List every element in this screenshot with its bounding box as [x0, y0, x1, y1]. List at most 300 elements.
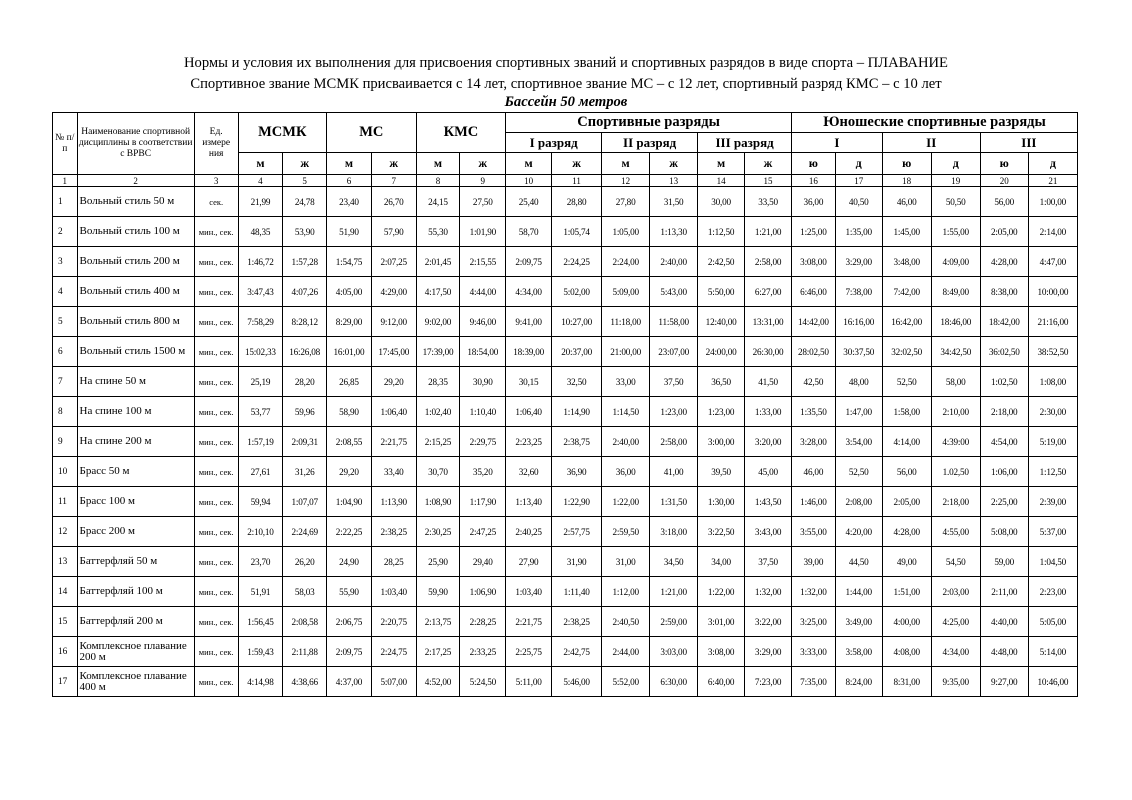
- measure-unit: мин., сек.: [194, 307, 238, 337]
- standard-time: 4:37,00: [327, 667, 372, 697]
- standard-time: 26,20: [283, 547, 327, 577]
- discipline-name: Вольный стиль 400 м: [77, 277, 194, 307]
- standard-time: 2:39,00: [1028, 487, 1077, 517]
- row-number: 16: [53, 637, 78, 667]
- column-number: 20: [980, 175, 1028, 187]
- standard-time: 2:08,55: [327, 427, 372, 457]
- standard-time: 51,91: [238, 577, 283, 607]
- standard-time: 3:29,00: [745, 637, 792, 667]
- measure-unit: мин., сек.: [194, 637, 238, 667]
- standard-time: 2:38,25: [552, 607, 602, 637]
- column-number: 8: [416, 175, 460, 187]
- standard-time: 4:14,00: [882, 427, 931, 457]
- standard-time: 58,03: [283, 577, 327, 607]
- standard-time: 4:25,00: [931, 607, 980, 637]
- standard-time: 10:27,00: [552, 307, 602, 337]
- row-number: 7: [53, 367, 78, 397]
- standard-time: 2:40,25: [506, 517, 552, 547]
- standard-time: 1:05,00: [602, 217, 650, 247]
- sex-label: м: [602, 153, 650, 175]
- standard-time: 31,90: [552, 547, 602, 577]
- discipline-name: Баттерфляй 200 м: [77, 607, 194, 637]
- standard-time: 23,70: [238, 547, 283, 577]
- standard-time: 1:22,00: [602, 487, 650, 517]
- standard-time: 8:31,00: [882, 667, 931, 697]
- standard-time: 11:58,00: [650, 307, 698, 337]
- column-number: 11: [552, 175, 602, 187]
- standard-time: 1:12,00: [602, 577, 650, 607]
- sex-label: ю: [792, 153, 836, 175]
- standard-time: 1:06,90: [460, 577, 506, 607]
- sex-label: м: [506, 153, 552, 175]
- sex-label: м: [698, 153, 745, 175]
- standard-time: 1:57,28: [283, 247, 327, 277]
- standard-time: 36,00: [792, 187, 836, 217]
- standard-time: 34:42,50: [931, 337, 980, 367]
- standard-time: 2:18,00: [931, 487, 980, 517]
- standard-time: 1:46,72: [238, 247, 283, 277]
- standard-time: 24,90: [327, 547, 372, 577]
- row-number: 9: [53, 427, 78, 457]
- standard-time: 29,40: [460, 547, 506, 577]
- standard-time: 54,50: [931, 547, 980, 577]
- standard-time: 58,00: [931, 367, 980, 397]
- standard-time: 4:54,00: [980, 427, 1028, 457]
- standard-time: 3:29,00: [835, 247, 882, 277]
- header-youth-ranks: Юношеские спортивные разряды: [792, 113, 1078, 133]
- standard-time: 1:51,00: [882, 577, 931, 607]
- standard-time: 3:43,00: [745, 517, 792, 547]
- sex-label: д: [1028, 153, 1077, 175]
- discipline-name: Баттерфляй 50 м: [77, 547, 194, 577]
- table-row: [53, 487, 1078, 517]
- standard-time: 5:50,00: [698, 277, 745, 307]
- standard-time: 2:24,69: [283, 517, 327, 547]
- standard-time: 4:14,98: [238, 667, 283, 697]
- standard-time: 9:27,00: [980, 667, 1028, 697]
- standard-time: 1:08,90: [416, 487, 460, 517]
- standard-time: 21:00,00: [602, 337, 650, 367]
- standard-time: 4:05,00: [327, 277, 372, 307]
- discipline-name: Брасс 100 м: [77, 487, 194, 517]
- row-number: 8: [53, 397, 78, 427]
- standard-time: 1:43,50: [745, 487, 792, 517]
- standard-time: 2:28,25: [460, 607, 506, 637]
- standard-time: 32:02,50: [882, 337, 931, 367]
- standard-time: 10:00,00: [1028, 277, 1077, 307]
- sex-label: д: [931, 153, 980, 175]
- standard-time: 2:09,31: [283, 427, 327, 457]
- standard-time: 1:23,00: [650, 397, 698, 427]
- standard-time: 33,50: [745, 187, 792, 217]
- standard-time: 30,90: [460, 367, 506, 397]
- standard-time: 2:05,00: [882, 487, 931, 517]
- standard-time: 2:03,00: [931, 577, 980, 607]
- standard-time: 37,50: [650, 367, 698, 397]
- standard-time: 4:44,00: [460, 277, 506, 307]
- sex-label: ж: [650, 153, 698, 175]
- standard-time: 5:09,00: [602, 277, 650, 307]
- measure-unit: мин., сек.: [194, 457, 238, 487]
- standard-time: 50,50: [931, 187, 980, 217]
- standard-time: 1:33,00: [745, 397, 792, 427]
- measure-unit: мин., сек.: [194, 367, 238, 397]
- standard-time: 3:47,43: [238, 277, 283, 307]
- measure-unit: мин., сек.: [194, 397, 238, 427]
- standard-time: 18:46,00: [931, 307, 980, 337]
- standard-time: 55,90: [327, 577, 372, 607]
- row-number: 1: [53, 187, 78, 217]
- standard-time: 9:02,00: [416, 307, 460, 337]
- standard-time: 1:13,40: [506, 487, 552, 517]
- standard-time: 49,00: [882, 547, 931, 577]
- standard-time: 2:25,75: [506, 637, 552, 667]
- standard-time: 4:17,50: [416, 277, 460, 307]
- standard-time: 30,00: [698, 187, 745, 217]
- standard-time: 2:59,50: [602, 517, 650, 547]
- standard-time: 2:29,75: [460, 427, 506, 457]
- column-number: 9: [460, 175, 506, 187]
- header-rank-3: III разряд: [698, 133, 792, 153]
- standard-time: 48,35: [238, 217, 283, 247]
- standard-time: 8:49,00: [931, 277, 980, 307]
- measure-unit: мин., сек.: [194, 607, 238, 637]
- standard-time: 55,30: [416, 217, 460, 247]
- standard-time: 1:23,00: [698, 397, 745, 427]
- standard-time: 2:57,75: [552, 517, 602, 547]
- standard-time: 1:55,00: [931, 217, 980, 247]
- column-number: 14: [698, 175, 745, 187]
- standard-time: 53,90: [283, 217, 327, 247]
- standard-time: 4:09,00: [931, 247, 980, 277]
- standard-time: 8:24,00: [835, 667, 882, 697]
- column-number: 1: [53, 175, 78, 187]
- standard-time: 24:00,00: [698, 337, 745, 367]
- standard-time: 56,00: [882, 457, 931, 487]
- standard-time: 4:28,00: [882, 517, 931, 547]
- pool-subtitle: Бассейн 50 метров: [504, 94, 628, 110]
- standard-time: 59,90: [416, 577, 460, 607]
- header-youth-1: I: [792, 133, 883, 153]
- standard-time: 5:46,00: [552, 667, 602, 697]
- standard-time: 36:02,50: [980, 337, 1028, 367]
- standard-time: 46,00: [792, 457, 836, 487]
- standard-time: 1:35,00: [835, 217, 882, 247]
- standards-table: [52, 112, 1078, 697]
- sex-label: м: [416, 153, 460, 175]
- standard-time: 27,90: [506, 547, 552, 577]
- standard-time: 3:01,00: [698, 607, 745, 637]
- standard-time: 53,77: [238, 397, 283, 427]
- standard-time: 31,50: [650, 187, 698, 217]
- standard-time: 7:35,00: [792, 667, 836, 697]
- measure-unit: мин., сек.: [194, 337, 238, 367]
- standard-time: 2:58,00: [745, 247, 792, 277]
- column-number: 4: [238, 175, 283, 187]
- standard-time: 7:58,29: [238, 307, 283, 337]
- standard-time: 1:06,40: [506, 397, 552, 427]
- standard-time: 11:18,00: [602, 307, 650, 337]
- standard-time: 9:12,00: [371, 307, 416, 337]
- standard-time: 59,00: [980, 547, 1028, 577]
- header-rank-1: I разряд: [506, 133, 602, 153]
- table-row: [53, 457, 1078, 487]
- standard-time: 4:38,66: [283, 667, 327, 697]
- standard-time: 16:01,00: [327, 337, 372, 367]
- table-row: [53, 427, 1078, 457]
- standard-time: 26,85: [327, 367, 372, 397]
- standard-time: 2:21,75: [371, 427, 416, 457]
- header-unit: Ед. измере ния: [194, 113, 238, 175]
- standard-time: 21,99: [238, 187, 283, 217]
- table-row: [53, 547, 1078, 577]
- standard-time: 1:45,00: [882, 217, 931, 247]
- standard-time: 2:24,25: [552, 247, 602, 277]
- header-msmk: МСМК: [238, 113, 327, 153]
- standard-time: 2:30,25: [416, 517, 460, 547]
- standard-time: 1:54,75: [327, 247, 372, 277]
- standard-time: 7:23,00: [745, 667, 792, 697]
- standard-time: 42,50: [792, 367, 836, 397]
- standard-time: 45,00: [745, 457, 792, 487]
- standard-time: 17:39,00: [416, 337, 460, 367]
- standard-time: 57,90: [371, 217, 416, 247]
- standard-time: 2:13,75: [416, 607, 460, 637]
- standard-time: 9:46,00: [460, 307, 506, 337]
- standard-time: 48,00: [835, 367, 882, 397]
- table-row: [53, 607, 1078, 637]
- standard-time: 2:09,75: [327, 637, 372, 667]
- discipline-name: Вольный стиль 800 м: [77, 307, 194, 337]
- standard-time: 1:47,00: [835, 397, 882, 427]
- standard-time: 28:02,50: [792, 337, 836, 367]
- row-number: 17: [53, 667, 78, 697]
- column-number: 13: [650, 175, 698, 187]
- standard-time: 1:06,00: [980, 457, 1028, 487]
- standard-time: 4:00,00: [882, 607, 931, 637]
- sex-label: м: [238, 153, 283, 175]
- standard-time: 16:26,08: [283, 337, 327, 367]
- standard-time: 51,90: [327, 217, 372, 247]
- standard-time: 29,20: [371, 367, 416, 397]
- standard-time: 1:56,45: [238, 607, 283, 637]
- standard-time: 39,00: [792, 547, 836, 577]
- discipline-name: Брасс 200 м: [77, 517, 194, 547]
- discipline-name: Вольный стиль 1500 м: [77, 337, 194, 367]
- standard-time: 1:22,90: [552, 487, 602, 517]
- discipline-name: Вольный стиль 100 м: [77, 217, 194, 247]
- standard-time: 3:08,00: [792, 247, 836, 277]
- standard-time: 2:25,00: [980, 487, 1028, 517]
- table-row: [53, 517, 1078, 547]
- standard-time: 34,50: [650, 547, 698, 577]
- standard-time: 40,50: [835, 187, 882, 217]
- standard-time: 2:10,00: [931, 397, 980, 427]
- measure-unit: мин., сек.: [194, 427, 238, 457]
- sex-label: д: [835, 153, 882, 175]
- row-number: 3: [53, 247, 78, 277]
- standard-time: 34,00: [698, 547, 745, 577]
- header-youth-2: II: [882, 133, 980, 153]
- standard-time: 14:42,00: [792, 307, 836, 337]
- measure-unit: мин., сек.: [194, 487, 238, 517]
- sex-label: ж: [745, 153, 792, 175]
- sex-label: ж: [283, 153, 327, 175]
- standard-time: 3:22,00: [745, 607, 792, 637]
- standard-time: 2:21,75: [506, 607, 552, 637]
- document-title: Нормы и условия их выполнения для присвоения спортивных званий и спортивных разрядов в виде спорта – ПЛАВАНИЕ: [184, 55, 948, 71]
- age-requirements: Спортивное звание МСМК присваивается с 14 лет, спортивное звание МС – с 12 лет, спортивный разряд КМС – с 10 лет: [190, 76, 942, 92]
- standard-time: 31,00: [602, 547, 650, 577]
- standard-time: 2:23,25: [506, 427, 552, 457]
- standard-time: 2:11,88: [283, 637, 327, 667]
- standard-time: 24,78: [283, 187, 327, 217]
- row-number: 12: [53, 517, 78, 547]
- standard-time: 2:59,00: [650, 607, 698, 637]
- standard-time: 4:34,00: [506, 277, 552, 307]
- row-number: 6: [53, 337, 78, 367]
- column-number: 10: [506, 175, 552, 187]
- standard-time: 2:42,50: [698, 247, 745, 277]
- standard-time: 1:59,43: [238, 637, 283, 667]
- standard-time: 4:07,26: [283, 277, 327, 307]
- standard-time: 1:46,00: [792, 487, 836, 517]
- standard-time: 3:00,00: [698, 427, 745, 457]
- standard-time: 1:25,00: [792, 217, 836, 247]
- standard-time: 2:44,00: [602, 637, 650, 667]
- standard-time: 2:18,00: [980, 397, 1028, 427]
- standard-time: 36,50: [698, 367, 745, 397]
- standard-time: 1:21,00: [745, 217, 792, 247]
- column-number: 2: [77, 175, 194, 187]
- table-row: [53, 577, 1078, 607]
- standard-time: 1:35,50: [792, 397, 836, 427]
- standard-time: 10:46,00: [1028, 667, 1077, 697]
- standard-time: 59,96: [283, 397, 327, 427]
- standard-time: 4:40,00: [980, 607, 1028, 637]
- standard-time: 1:58,00: [882, 397, 931, 427]
- standard-time: 2:38,25: [371, 517, 416, 547]
- standard-time: 5:07,00: [371, 667, 416, 697]
- standard-time: 3:18,00: [650, 517, 698, 547]
- standard-time: 2:14,00: [1028, 217, 1077, 247]
- standard-time: 41,00: [650, 457, 698, 487]
- standard-time: 1:11,40: [552, 577, 602, 607]
- standard-time: 2:38,75: [552, 427, 602, 457]
- standard-time: 2:42,75: [552, 637, 602, 667]
- standard-time: 4:34,00: [931, 637, 980, 667]
- standard-time: 2:08,00: [835, 487, 882, 517]
- column-number: 17: [835, 175, 882, 187]
- standard-time: 13:31,00: [745, 307, 792, 337]
- standard-time: 7:42,00: [882, 277, 931, 307]
- standard-time: 6:46,00: [792, 277, 836, 307]
- table-row: [53, 187, 1078, 217]
- standard-time: 32,50: [552, 367, 602, 397]
- table-row: [53, 217, 1078, 247]
- standard-time: 2:01,45: [416, 247, 460, 277]
- header-ms: МС: [327, 113, 417, 153]
- standard-time: 1:31,50: [650, 487, 698, 517]
- standard-time: 41,50: [745, 367, 792, 397]
- standard-time: 3:03,00: [650, 637, 698, 667]
- standard-time: 2:40,50: [602, 607, 650, 637]
- sex-label: ж: [552, 153, 602, 175]
- standard-time: 5:43,00: [650, 277, 698, 307]
- standard-time: 20:37,00: [552, 337, 602, 367]
- standard-time: 1:08,00: [1028, 367, 1077, 397]
- sex-label: ж: [371, 153, 416, 175]
- standard-time: 1:03,40: [371, 577, 416, 607]
- standard-time: 4:52,00: [416, 667, 460, 697]
- standard-time: 1:57,19: [238, 427, 283, 457]
- standard-time: 1:12,50: [1028, 457, 1077, 487]
- standard-time: 1:02,40: [416, 397, 460, 427]
- row-number: 2: [53, 217, 78, 247]
- discipline-name: Баттерфляй 100 м: [77, 577, 194, 607]
- discipline-name: На спине 100 м: [77, 397, 194, 427]
- standard-time: 2:40,00: [650, 247, 698, 277]
- measure-unit: мин., сек.: [194, 277, 238, 307]
- standard-time: 2:15,25: [416, 427, 460, 457]
- header-discipline: Наименование спортивной дисциплины в соответствии с ВРВС: [77, 113, 194, 175]
- standard-time: 5:24,50: [460, 667, 506, 697]
- standard-time: 1:04,50: [1028, 547, 1077, 577]
- standard-time: 1:05,74: [552, 217, 602, 247]
- standard-time: 1:22,00: [698, 577, 745, 607]
- table-row: [53, 397, 1078, 427]
- standard-time: 2:47,25: [460, 517, 506, 547]
- row-number: 13: [53, 547, 78, 577]
- standard-time: 26,70: [371, 187, 416, 217]
- standard-time: 1:17,90: [460, 487, 506, 517]
- standard-time: 1:30,00: [698, 487, 745, 517]
- sex-label: ю: [882, 153, 931, 175]
- standard-time: 5:02,00: [552, 277, 602, 307]
- row-number: 5: [53, 307, 78, 337]
- standard-time: 6:30,00: [650, 667, 698, 697]
- standard-time: 7:38,00: [835, 277, 882, 307]
- standard-time: 36,90: [552, 457, 602, 487]
- standard-time: 2:15,55: [460, 247, 506, 277]
- standard-time: 1:44,00: [835, 577, 882, 607]
- standard-time: 46,00: [882, 187, 931, 217]
- standard-time: 5:19,00: [1028, 427, 1077, 457]
- sex-label: ж: [460, 153, 506, 175]
- standard-time: 4:28,00: [980, 247, 1028, 277]
- standard-time: 1:13,90: [371, 487, 416, 517]
- standard-time: 25,90: [416, 547, 460, 577]
- standard-time: 2:09,75: [506, 247, 552, 277]
- standard-time: 1:06,40: [371, 397, 416, 427]
- standard-time: 23:07,00: [650, 337, 698, 367]
- standard-time: 39,50: [698, 457, 745, 487]
- standard-time: 3:33,00: [792, 637, 836, 667]
- standard-time: 2:24,75: [371, 637, 416, 667]
- table-row: [53, 247, 1078, 277]
- standard-time: 2:23,00: [1028, 577, 1077, 607]
- discipline-name: Вольный стиль 200 м: [77, 247, 194, 277]
- standard-time: 2:22,25: [327, 517, 372, 547]
- standard-time: 5:37,00: [1028, 517, 1077, 547]
- standard-time: 58,70: [506, 217, 552, 247]
- standard-time: 28,80: [552, 187, 602, 217]
- standard-time: 5:05,00: [1028, 607, 1077, 637]
- sex-label: м: [327, 153, 372, 175]
- standard-time: 9:35,00: [931, 667, 980, 697]
- standard-time: 3:55,00: [792, 517, 836, 547]
- measure-unit: мин., сек.: [194, 217, 238, 247]
